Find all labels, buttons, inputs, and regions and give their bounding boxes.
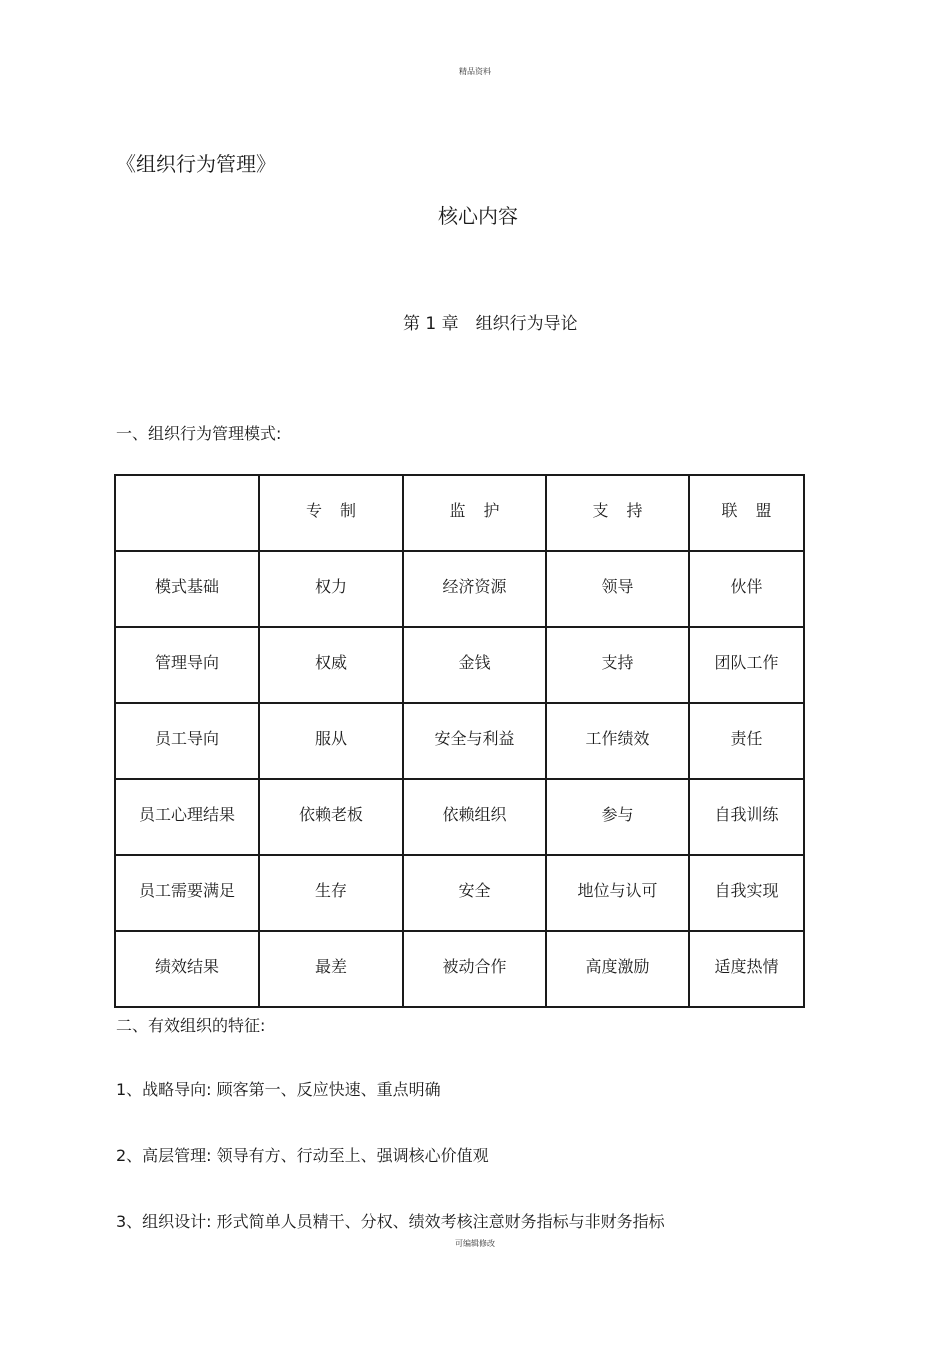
table-row bbox=[115, 551, 804, 627]
row-label-cell: 员工需要满足 bbox=[115, 855, 259, 931]
section-heading-management-modes: 一、组织行为管理模式: bbox=[116, 424, 282, 443]
table-cell: 依赖老板 bbox=[259, 779, 403, 855]
table-cell: 最差 bbox=[259, 931, 403, 1007]
table-header-cell: 支持 bbox=[546, 475, 689, 551]
table-cell: 地位与认可 bbox=[546, 855, 689, 931]
table-cell: 生存 bbox=[259, 855, 403, 931]
table-cell: 经济资源 bbox=[403, 551, 546, 627]
table-row bbox=[115, 855, 804, 931]
list-item: 3、组织设计: 形式简单人员精干、分权、绩效考核注意财务指标与非财务指标 bbox=[116, 1212, 665, 1231]
table-row bbox=[115, 779, 804, 855]
table-cell: 被动合作 bbox=[403, 931, 546, 1007]
page-header-note: 精品资料 bbox=[459, 67, 491, 76]
table-header-cell: 专制 bbox=[259, 475, 403, 551]
table-cell: 自我实现 bbox=[689, 855, 804, 931]
table-cell: 安全 bbox=[403, 855, 546, 931]
chapter-title: 第 1 章 组织行为导论 bbox=[403, 314, 578, 334]
row-label-cell: 管理导向 bbox=[115, 627, 259, 703]
table-header-cell: 监护 bbox=[403, 475, 546, 551]
section-heading-effective-org: 二、有效组织的特征: bbox=[116, 1016, 266, 1035]
table-row bbox=[115, 627, 804, 703]
table-cell: 责任 bbox=[689, 703, 804, 779]
table-cell: 安全与利益 bbox=[403, 703, 546, 779]
main-title: 核心内容 bbox=[438, 204, 518, 228]
table-cell: 高度激励 bbox=[546, 931, 689, 1007]
table-header-cell bbox=[115, 475, 259, 551]
row-label-cell: 模式基础 bbox=[115, 551, 259, 627]
table-cell: 自我训练 bbox=[689, 779, 804, 855]
table-cell: 服从 bbox=[259, 703, 403, 779]
row-label-cell: 员工导向 bbox=[115, 703, 259, 779]
table-cell: 依赖组织 bbox=[403, 779, 546, 855]
list-item: 2、高层管理: 领导有方、行动至上、强调核心价值观 bbox=[116, 1146, 489, 1165]
table-cell: 参与 bbox=[546, 779, 689, 855]
row-label-cell: 员工心理结果 bbox=[115, 779, 259, 855]
page-footer-note: 可编辑修改 bbox=[455, 1239, 495, 1248]
table-cell: 适度热情 bbox=[689, 931, 804, 1007]
table-row bbox=[115, 931, 804, 1007]
row-label-cell: 绩效结果 bbox=[115, 931, 259, 1007]
list-item: 1、战略导向: 顾客第一、反应快速、重点明确 bbox=[116, 1080, 441, 1099]
table-cell: 工作绩效 bbox=[546, 703, 689, 779]
table-header-row bbox=[115, 475, 804, 551]
table-cell: 领导 bbox=[546, 551, 689, 627]
table-header-cell: 联盟 bbox=[689, 475, 804, 551]
table-cell: 伙伴 bbox=[689, 551, 804, 627]
table-cell: 支持 bbox=[546, 627, 689, 703]
table-cell: 金钱 bbox=[403, 627, 546, 703]
table-row bbox=[115, 703, 804, 779]
management-modes-table bbox=[114, 474, 805, 1008]
table-cell: 权力 bbox=[259, 551, 403, 627]
book-title: 《组织行为管理》 bbox=[116, 152, 276, 176]
table-cell: 权威 bbox=[259, 627, 403, 703]
table-cell: 团队工作 bbox=[689, 627, 804, 703]
